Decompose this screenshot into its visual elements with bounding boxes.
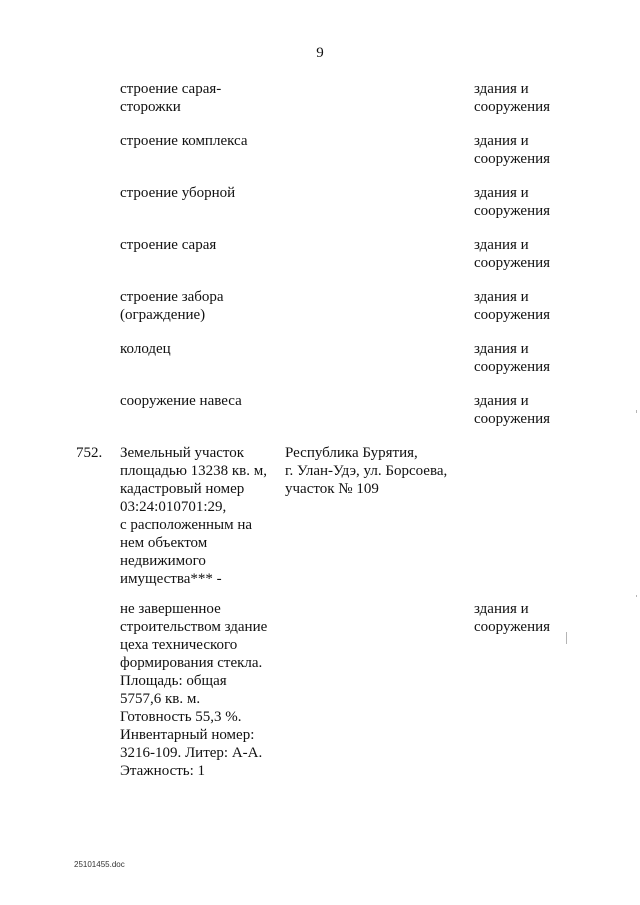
object-name: Земельный участок площадью 13238 кв. м, кадастровый номер 03:24:010701:29, с расположенным на нем объектом недвижимого имущества*** - — [120, 445, 268, 587]
object-type: здания и сооружения — [474, 393, 551, 427]
object-type: здания и сооружения — [474, 185, 551, 219]
scan-mark — [566, 632, 567, 644]
object-type: здания и сооружения — [474, 237, 551, 271]
row-number: 752. — [76, 445, 103, 461]
scan-mark — [636, 595, 637, 597]
object-name: сооружение навеса — [120, 393, 242, 409]
object-name: строение комплекса — [120, 133, 248, 149]
object-address: Республика Бурятия, г. Улан-Удэ, ул. Борсоева, участок № 109 — [285, 445, 448, 497]
object-name: строение сарая- сторожки — [120, 81, 222, 115]
object-name: не завершенное строительством здание цеха технического формирования стекла. Площадь: общая 5757,6 кв. м. Готовность 55,3 %. Инвентарный номер: 3216-109. Литер: А-А. Этажность: 1 — [120, 601, 268, 779]
object-type: здания и сооружения — [474, 133, 551, 167]
object-type: здания и сооружения — [474, 81, 551, 115]
object-name: строение сарая — [120, 237, 217, 253]
footer-file-code: 25101455.doc — [74, 860, 125, 869]
scan-mark — [636, 410, 637, 413]
object-name: строение уборной — [120, 185, 236, 201]
object-type: здания и сооружения — [474, 601, 551, 635]
page-number: 9 — [316, 45, 324, 61]
object-name: колодец — [120, 341, 171, 357]
object-type: здания и сооружения — [474, 341, 551, 375]
object-name: строение забора (ограждение) — [120, 289, 224, 323]
object-type: здания и сооружения — [474, 289, 551, 323]
